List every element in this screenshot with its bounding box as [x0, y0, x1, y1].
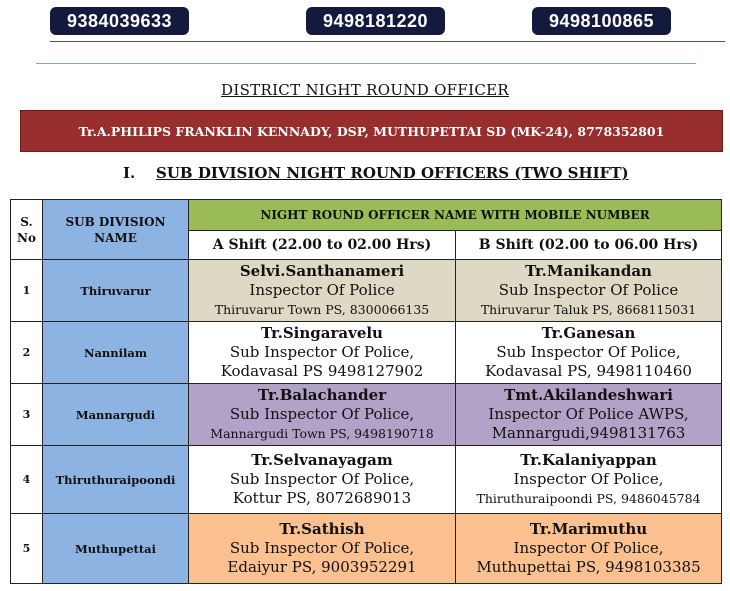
header-shift-b: B Shift (02.00 to 06.00 Hrs)	[456, 231, 722, 260]
officer-rank: Sub Inspector Of Police,	[229, 343, 415, 361]
row-sub-division: Thiruvarur	[43, 260, 189, 322]
row-sno: 5	[11, 514, 43, 584]
header-officer-group: NIGHT ROUND OFFICER NAME WITH MOBILE NUMBER	[189, 200, 722, 231]
shift-a-officer	[189, 514, 456, 584]
officer-name: Tr.Marimuthu	[529, 520, 648, 538]
officer-rank: Sub Inspector Of Police,	[229, 470, 415, 488]
night-round-table	[10, 199, 722, 584]
shift-b-officer	[456, 384, 722, 446]
officer-rank: Inspector Of Police,	[513, 470, 664, 488]
officer-station-phone: Mannargudi,9498131763	[491, 424, 686, 442]
officer-station-phone: Thiruvarur Taluk PS, 8668115031	[480, 302, 697, 317]
district-officer-bar: Tr.A.PHILIPS FRANKLIN KENNADY, DSP, MUTHUPETTAI SD (MK-24), 8778352801	[20, 110, 723, 152]
officer-name: Tr.Selvanayagam	[251, 451, 393, 469]
officer-station-phone: Muthupettai PS, 9498103385	[476, 558, 701, 576]
row-sno: 1	[11, 260, 43, 322]
officer-name: Tmt.Akilandeshwari	[504, 386, 673, 404]
divider-top	[50, 41, 725, 42]
phone-badge-2: 9498181220	[306, 7, 445, 35]
row-sub-division: Muthupettai	[43, 514, 189, 584]
shift-a-officer	[189, 260, 456, 322]
row-sub-division: Thiruthuraipoondi	[43, 446, 189, 514]
shift-b-officer	[456, 322, 722, 384]
table-row	[11, 384, 722, 446]
section-title	[123, 164, 629, 182]
shift-b-officer	[456, 514, 722, 584]
officer-station-phone: Kodavasal PS, 9498110460	[485, 362, 692, 380]
row-sub-division: Nannilam	[43, 322, 189, 384]
row-sno: 2	[11, 322, 43, 384]
table-row	[11, 260, 722, 322]
officer-name: Tr.Kalaniyappan	[520, 451, 657, 469]
header-shift-a: A Shift (22.00 to 02.00 Hrs)	[189, 231, 456, 260]
phone-badge-3: 9498100865	[532, 7, 671, 35]
officer-rank: Sub Inspector Of Police	[498, 281, 679, 299]
officer-rank: Inspector Of Police AWPS,	[488, 405, 689, 423]
officer-rank: Inspector Of Police,	[513, 539, 664, 557]
divider-blue	[36, 63, 696, 64]
officer-rank: Sub Inspector Of Police,	[496, 343, 681, 361]
table-row	[11, 514, 722, 584]
officer-name: Tr.Balachander	[257, 386, 387, 404]
header-sub-division: SUB DIVISION NAME	[43, 200, 189, 260]
shift-a-officer	[189, 384, 456, 446]
officer-station-phone: Thiruthuraipoondi PS, 9486045784	[476, 491, 701, 506]
officer-station-phone: Thiruvarur Town PS, 8300066135	[214, 302, 430, 317]
header-sno: S. No	[11, 200, 43, 260]
shift-b-officer	[456, 446, 722, 514]
officer-rank: Inspector Of Police	[249, 281, 395, 299]
officer-station-phone: Edaiyur PS, 9003952291	[227, 558, 417, 576]
section-number: I.	[123, 164, 136, 182]
table-row	[11, 446, 722, 514]
district-title: DISTRICT NIGHT ROUND OFFICER	[221, 81, 509, 99]
officer-station-phone: Mannargudi Town PS, 9498190718	[210, 426, 434, 441]
row-sno: 4	[11, 446, 43, 514]
officer-name: Tr.Sathish	[279, 520, 365, 538]
officer-rank: Sub Inspector Of Police,	[229, 539, 415, 557]
section-title-text: SUB DIVISION NIGHT ROUND OFFICERS (TWO SHIFT)	[156, 164, 629, 182]
shift-a-officer	[189, 322, 456, 384]
row-sno: 3	[11, 384, 43, 446]
table-row	[11, 322, 722, 384]
shift-a-officer	[189, 446, 456, 514]
officer-name: Tr.Manikandan	[525, 262, 652, 280]
shift-b-officer	[456, 260, 722, 322]
officer-name: Selvi.Santhanameri	[239, 262, 405, 280]
phone-badge-1: 9384039633	[50, 7, 189, 35]
officer-name: Tr.Ganesan	[541, 324, 636, 342]
officer-station-phone: Kottur PS, 8072689013	[232, 489, 412, 507]
officer-station-phone: Kodavasal PS 9498127902	[220, 362, 424, 380]
officer-rank: Sub Inspector Of Police,	[229, 405, 415, 423]
row-sub-division: Mannargudi	[43, 384, 189, 446]
officer-name: Tr.Singaravelu	[261, 324, 383, 342]
